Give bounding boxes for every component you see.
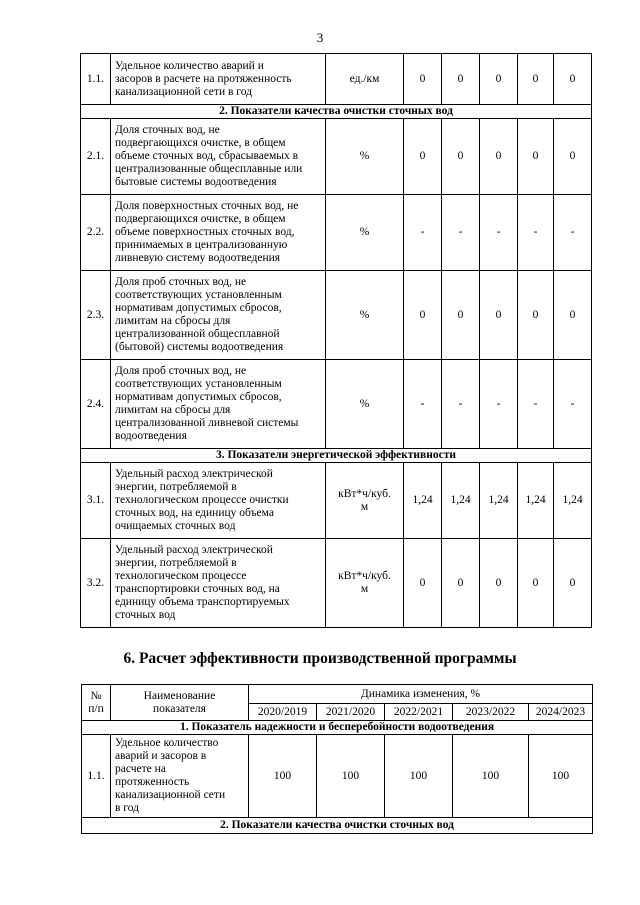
unit-cell xyxy=(326,271,404,360)
text-line: Удельный расход электрической xyxy=(115,544,273,556)
text-line: аварий и засоров в xyxy=(115,750,207,762)
text-line: канализационной сети в год xyxy=(115,85,252,98)
row-number: 3.1. xyxy=(81,463,111,539)
value-cell: - xyxy=(404,195,442,271)
text-line: централизованной общесплавной xyxy=(115,328,280,340)
value-cell: 0 xyxy=(518,119,554,195)
value-cell: 0 xyxy=(518,539,554,628)
text-line: Доля проб сточных вод, не xyxy=(115,276,247,288)
text-line: м xyxy=(360,500,369,513)
text-line: ливневую систему водоотведения xyxy=(115,252,281,264)
text-line: принимаемых в централизованную xyxy=(115,239,288,251)
header-year: 2022/2021 xyxy=(385,704,453,721)
section-title: 1. Показатель надежности и бесперебойности водоотведения xyxy=(82,721,593,735)
unit-cell xyxy=(326,539,404,628)
table-row xyxy=(81,195,592,271)
text-line: транспортировки сточных вод, на xyxy=(115,583,280,595)
value-cell: 100 xyxy=(529,735,593,818)
text-line: Доля проб сточных вод, не xyxy=(115,365,247,377)
table-row xyxy=(81,539,592,628)
value-cell: 0 xyxy=(554,119,592,195)
text-line: лимитам на сбросы для xyxy=(115,404,231,416)
value-cell: - xyxy=(404,360,442,449)
text-line: соответствующих установленным xyxy=(115,289,282,301)
value-cell: 1,24 xyxy=(480,463,518,539)
value-cell: 100 xyxy=(249,735,317,818)
header-year: 2021/2020 xyxy=(317,704,385,721)
section-title: 3. Показатели энергетической эффективности xyxy=(81,449,592,463)
row-number: 1.1. xyxy=(82,735,111,818)
value-cell: 0 xyxy=(404,54,442,105)
row-number: 2.4. xyxy=(81,360,111,449)
section-row xyxy=(82,721,593,735)
text-line: сточных вод, на единицу объема xyxy=(115,507,274,519)
text-line: подвергающихся очистке, в общем xyxy=(115,213,286,225)
table-row xyxy=(81,119,592,195)
unit-cell xyxy=(326,54,404,105)
text-line: очищаемых сточных вод xyxy=(115,520,236,532)
value-cell: 0 xyxy=(480,119,518,195)
section-row xyxy=(81,105,592,119)
header-dynamics: Динамика изменения, % xyxy=(249,685,593,704)
table-row xyxy=(81,54,592,105)
header-year: 2020/2019 xyxy=(249,704,317,721)
text-line: подвергающихся очистке, в общем xyxy=(115,137,286,149)
value-cell: 0 xyxy=(404,271,442,360)
text-line: % xyxy=(359,308,370,321)
value-cell: 100 xyxy=(453,735,529,818)
indicators-table xyxy=(80,53,592,628)
header-name: Наименование показателя xyxy=(111,685,249,721)
text-line: протяженность xyxy=(115,776,190,788)
value-cell: 0 xyxy=(442,271,480,360)
value-cell: - xyxy=(480,360,518,449)
indicator-name xyxy=(111,54,326,105)
unit-cell xyxy=(326,195,404,271)
indicator-name xyxy=(111,539,326,628)
value-cell: 0 xyxy=(404,539,442,628)
section-row xyxy=(82,818,593,834)
text-line: нормативам допустимых сбросов, xyxy=(115,391,282,403)
value-cell: 100 xyxy=(317,735,385,818)
row-number: 3.2. xyxy=(81,539,111,628)
indicator-name xyxy=(111,463,326,539)
header-year: 2024/2023 xyxy=(529,704,593,721)
value-cell: 0 xyxy=(480,539,518,628)
value-cell: 0 xyxy=(518,271,554,360)
value-cell: - xyxy=(442,195,480,271)
value-cell: - xyxy=(480,195,518,271)
table-row xyxy=(81,271,592,360)
section-row xyxy=(81,449,592,463)
text-line: технологическом процессе xyxy=(115,570,247,582)
text-line: % xyxy=(359,150,370,162)
value-cell: - xyxy=(554,195,592,271)
row-number: 1.1. xyxy=(81,54,111,105)
indicator-name xyxy=(111,195,326,271)
text-line: объеме поверхностных сточных вод, xyxy=(115,226,295,238)
row-number: 2.3. xyxy=(81,271,111,360)
section-heading: 6. Расчет эффективности производственной программы xyxy=(123,650,517,667)
unit-cell xyxy=(326,360,404,449)
text-line: % xyxy=(359,397,370,410)
text-line: объеме сточных вод, сбрасываемых в xyxy=(115,150,299,162)
value-cell: 0 xyxy=(442,54,480,105)
value-cell: 1,24 xyxy=(554,463,592,539)
text-line: расчете на xyxy=(115,763,166,775)
text-line: (бытовой) системы водоотведения xyxy=(115,341,284,353)
text-line: м xyxy=(360,583,369,595)
value-cell: 0 xyxy=(554,539,592,628)
text-line: канализационной сети xyxy=(115,789,226,801)
value-cell: - xyxy=(518,195,554,271)
value-cell: - xyxy=(554,360,592,449)
indicator-name xyxy=(111,735,249,818)
indicator-name xyxy=(111,360,326,449)
section-title: 2. Показатели качества очистки сточных вод xyxy=(81,105,592,119)
value-cell: 0 xyxy=(442,119,480,195)
value-cell: - xyxy=(518,360,554,449)
text-line: Доля сточных вод, не xyxy=(115,124,220,136)
value-cell: 0 xyxy=(480,271,518,360)
table-row xyxy=(81,463,592,539)
text-line: сточных вод xyxy=(115,609,176,621)
text-line: лимитам на сбросы для xyxy=(115,315,231,327)
table-row xyxy=(82,735,593,818)
text-line: кВт*ч/куб. xyxy=(338,570,391,582)
text-line: соответствующих установленным xyxy=(115,378,282,390)
text-line: энергии, потребляемой в xyxy=(115,557,237,569)
header-year: 2023/2022 xyxy=(453,704,529,721)
row-number: 2.2. xyxy=(81,195,111,271)
text-line: в год xyxy=(115,802,140,814)
value-cell: 0 xyxy=(554,54,592,105)
text-line: бытовые системы водоотведения xyxy=(115,176,277,188)
text-line: Удельное количество xyxy=(115,737,219,749)
unit-cell xyxy=(326,119,404,195)
row-number: 2.1. xyxy=(81,119,111,195)
value-cell: - xyxy=(442,360,480,449)
value-cell: 1,24 xyxy=(518,463,554,539)
unit-cell xyxy=(326,463,404,539)
text-line: энергии, потребляемой в xyxy=(115,481,237,493)
table-row xyxy=(81,360,592,449)
text-line: нормативам допустимых сбросов, xyxy=(115,302,282,314)
value-cell: 0 xyxy=(442,539,480,628)
text-line: Удельное количество аварий и xyxy=(115,59,264,72)
value-cell: 100 xyxy=(385,735,453,818)
value-cell: 0 xyxy=(518,54,554,105)
section-title: 2. Показатели качества очистки сточных вод xyxy=(82,818,593,834)
indicator-name xyxy=(111,119,326,195)
value-cell: 1,24 xyxy=(404,463,442,539)
value-cell: 0 xyxy=(480,54,518,105)
text-line: Удельный расход электрической xyxy=(115,468,273,480)
efficiency-table xyxy=(81,684,593,834)
text-line: технологическом процессе очистки xyxy=(115,494,289,506)
text-line: централизованные общесплавные или xyxy=(115,163,303,175)
text-line: кВт*ч/куб. xyxy=(338,487,391,500)
value-cell: 1,24 xyxy=(442,463,480,539)
text-line: единицу объема транспортируемых xyxy=(115,596,290,608)
text-line: засоров в расчете на протяженность xyxy=(115,72,292,85)
value-cell: 0 xyxy=(554,271,592,360)
text-line: ед./км xyxy=(349,72,380,85)
text-line: водоотведения xyxy=(115,430,187,442)
page-number: 3 xyxy=(316,30,324,45)
header-num: № п/п xyxy=(82,685,111,721)
text-line: Доля поверхностных сточных вод, не xyxy=(115,200,299,212)
value-cell: 0 xyxy=(404,119,442,195)
text-line: централизованной ливневой системы xyxy=(115,417,299,429)
text-line: % xyxy=(359,226,370,238)
indicator-name xyxy=(111,271,326,360)
